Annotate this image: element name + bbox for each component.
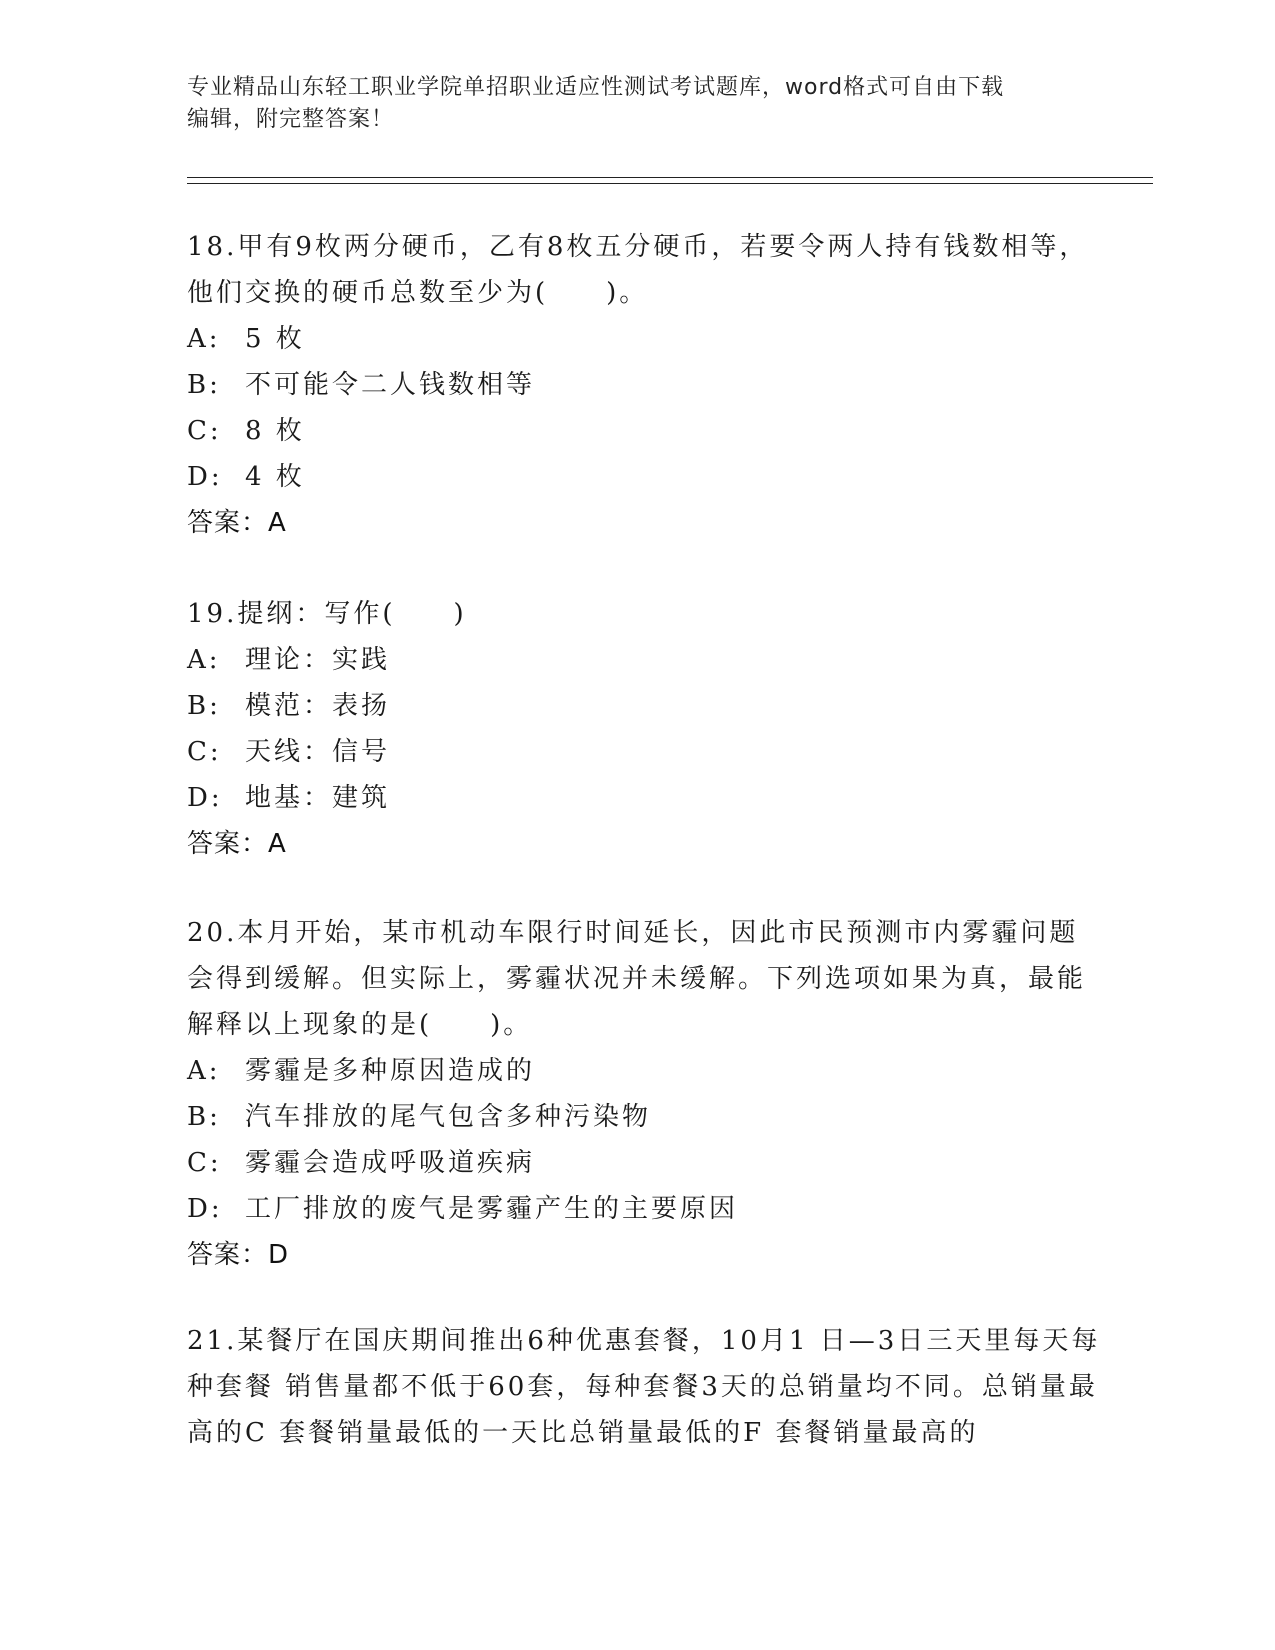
question-text: 18.甲有9枚两分硬币，乙有8枚五分硬币，若要令两人持有钱数相等，他们交换的硬币总数至少为( )。 <box>187 232 1089 308</box>
header-line-1: 专业精品山东轻工职业学院单招职业适应性测试考试题库，word格式可自由下载 <box>187 75 1005 100</box>
option-key: C: <box>187 737 222 767</box>
option-b <box>187 362 1107 408</box>
option-c <box>187 1140 1107 1186</box>
question-text: 19.提纲：写作( ) <box>187 599 467 629</box>
option-text: 8 枚 <box>245 416 305 446</box>
option-key: D: <box>187 783 223 813</box>
option-c <box>187 729 1107 775</box>
option-a <box>187 637 1107 683</box>
header-divider <box>187 177 1153 184</box>
option-key: B: <box>187 1102 221 1132</box>
question-text: 20.本月开始，某市机动车限行时间延长，因此市民预测市内雾霾问题会得到缓解。但实际上，雾霾状况并未缓解。下列选项如果为真，最能解释以上现象的是( )。 <box>187 918 1087 1040</box>
option-key: A: <box>187 1056 221 1086</box>
option-b <box>187 1094 1107 1140</box>
document-header <box>187 72 1087 136</box>
header-line-2: 编辑，附完整答案！ <box>187 107 395 132</box>
question-20 <box>187 910 1107 1278</box>
option-text: 汽车排放的尾气包含多种污染物 <box>245 1102 652 1132</box>
option-text: 工厂排放的废气是雾霾产生的主要原因 <box>245 1194 739 1224</box>
answer: 答案：A <box>187 508 287 538</box>
option-text: 5 枚 <box>245 324 305 354</box>
option-d <box>187 454 1107 500</box>
question-21 <box>187 1318 1107 1456</box>
option-text: 模范：表扬 <box>245 691 391 721</box>
option-text: 4 枚 <box>245 462 305 492</box>
option-key: B: <box>187 370 221 400</box>
option-text: 雾霾是多种原因造成的 <box>245 1056 536 1086</box>
option-text: 理论：实践 <box>245 645 391 675</box>
option-key: A: <box>187 645 221 675</box>
option-key: D: <box>187 462 223 492</box>
option-key: D: <box>187 1194 223 1224</box>
answer: 答案：D <box>187 1240 290 1270</box>
option-a <box>187 316 1107 362</box>
option-d <box>187 775 1107 821</box>
option-key: B: <box>187 691 221 721</box>
option-b <box>187 683 1107 729</box>
option-text: 地基：建筑 <box>245 783 391 813</box>
option-c <box>187 408 1107 454</box>
answer: 答案：A <box>187 829 287 859</box>
option-key: A: <box>187 324 221 354</box>
question-text: 21.某餐厅在国庆期间推出6种优惠套餐，10月1 日—3日三天里每天每种套餐 销售量都不低于60套，每种套餐3天的总销量均不同。总销量最高的C 套餐销量最低的一天比总销量最低的F 套餐销量最高的 <box>187 1326 1101 1448</box>
option-key: C: <box>187 416 222 446</box>
option-text: 不可能令二人钱数相等 <box>245 370 536 400</box>
option-d <box>187 1186 1107 1232</box>
question-19 <box>187 591 1107 867</box>
question-18 <box>187 224 1107 546</box>
option-text: 雾霾会造成呼吸道疾病 <box>245 1148 536 1178</box>
option-text: 天线：信号 <box>245 737 391 767</box>
option-key: C: <box>187 1148 222 1178</box>
option-a <box>187 1048 1107 1094</box>
